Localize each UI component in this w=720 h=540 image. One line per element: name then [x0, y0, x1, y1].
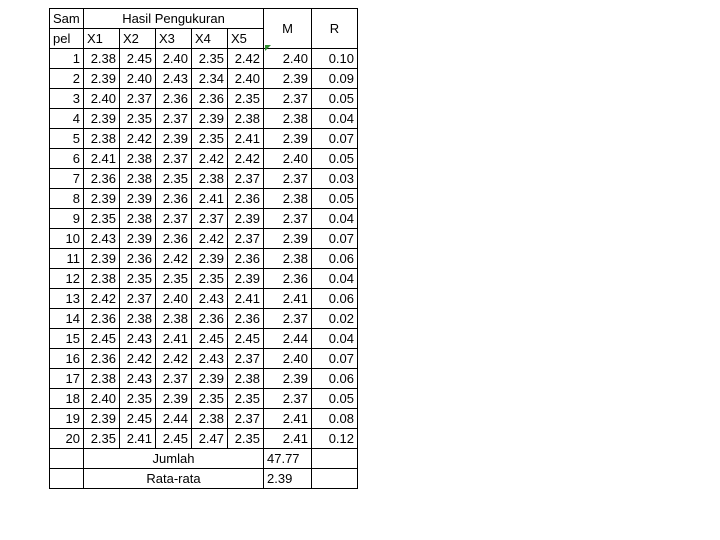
measurement-cell-x4[interactable]: 2.45: [192, 329, 228, 349]
measurement-cell-x5[interactable]: 2.35: [228, 89, 264, 109]
sample-number-cell[interactable]: 17: [50, 369, 84, 389]
mean-cell[interactable]: 2.38: [264, 189, 312, 209]
mean-cell[interactable]: 2.37: [264, 389, 312, 409]
range-cell[interactable]: 0.07: [312, 229, 358, 249]
measurement-cell-x3[interactable]: 2.40: [156, 289, 192, 309]
mean-cell[interactable]: 2.37: [264, 89, 312, 109]
measurement-cell-x5[interactable]: 2.37: [228, 169, 264, 189]
header-row-1: [50, 9, 358, 29]
range-cell[interactable]: 0.10: [312, 49, 358, 69]
measurement-cell-x1[interactable]: 2.35: [84, 209, 120, 229]
measurement-cell-x4[interactable]: 2.47: [192, 429, 228, 449]
measurement-cell-x2[interactable]: 2.45: [120, 409, 156, 429]
measurement-cell-x2[interactable]: 2.41: [120, 429, 156, 449]
column-header-x3[interactable]: X3: [156, 29, 192, 49]
measurement-cell-x4[interactable]: 2.35: [192, 389, 228, 409]
measurement-cell-x4[interactable]: 2.36: [192, 89, 228, 109]
measurement-cell-x5[interactable]: 2.35: [228, 429, 264, 449]
measurement-cell-x5[interactable]: 2.36: [228, 189, 264, 209]
measurement-cell-x4[interactable]: 2.39: [192, 369, 228, 389]
mean-cell[interactable]: 2.37: [264, 209, 312, 229]
average-value[interactable]: 2.39: [264, 469, 312, 489]
measurement-cell-x2[interactable]: 2.35: [120, 109, 156, 129]
measurement-cell-x5[interactable]: 2.38: [228, 369, 264, 389]
measurement-cell-x2[interactable]: 2.39: [120, 189, 156, 209]
sample-number-cell[interactable]: 14: [50, 309, 84, 329]
sample-number-cell[interactable]: 1: [50, 49, 84, 69]
measurement-cell-x1[interactable]: 2.39: [84, 109, 120, 129]
table-row: [50, 329, 358, 349]
sample-number-cell[interactable]: 10: [50, 229, 84, 249]
measurement-cell-x1[interactable]: 2.39: [84, 189, 120, 209]
measurement-cell-x3[interactable]: 2.36: [156, 229, 192, 249]
table-row: [50, 109, 358, 129]
measurement-cell-x1[interactable]: 2.40: [84, 389, 120, 409]
measurement-cell-x3[interactable]: 2.38: [156, 309, 192, 329]
measurement-cell-x4[interactable]: 2.36: [192, 309, 228, 329]
measurement-cell-x1[interactable]: 2.39: [84, 249, 120, 269]
sample-number-cell[interactable]: 11: [50, 249, 84, 269]
measurement-cell-x5[interactable]: 2.37: [228, 349, 264, 369]
sample-number-cell[interactable]: 7: [50, 169, 84, 189]
empty-cell[interactable]: [50, 449, 84, 469]
measurement-cell-x5[interactable]: 2.36: [228, 309, 264, 329]
measurement-cell-x3[interactable]: 2.44: [156, 409, 192, 429]
measurement-cell-x3[interactable]: 2.37: [156, 149, 192, 169]
measurement-group-header[interactable]: Hasil Pengukuran: [84, 9, 264, 29]
measurement-cell-x1[interactable]: 2.38: [84, 269, 120, 289]
mean-cell[interactable]: 2.39: [264, 69, 312, 89]
measurement-cell-x2[interactable]: 2.37: [120, 89, 156, 109]
measurement-cell-x2[interactable]: 2.37: [120, 289, 156, 309]
column-header-x5[interactable]: X5: [228, 29, 264, 49]
measurement-cell-x5[interactable]: 2.38: [228, 109, 264, 129]
sample-number-cell[interactable]: 20: [50, 429, 84, 449]
range-cell[interactable]: 0.04: [312, 329, 358, 349]
measurement-cell-x3[interactable]: 2.43: [156, 69, 192, 89]
measurement-cell-x1[interactable]: 2.40: [84, 89, 120, 109]
range-cell[interactable]: 0.07: [312, 129, 358, 149]
table-row: [50, 129, 358, 149]
measurement-cell-x4[interactable]: 2.37: [192, 209, 228, 229]
measurement-cell-x5[interactable]: 2.42: [228, 149, 264, 169]
measurement-cell-x5[interactable]: 2.35: [228, 389, 264, 409]
measurement-cell-x2[interactable]: 2.42: [120, 129, 156, 149]
mean-cell[interactable]: 2.39: [264, 369, 312, 389]
measurement-cell-x4[interactable]: 2.35: [192, 49, 228, 69]
mean-header[interactable]: M: [264, 9, 312, 49]
summary-row: [50, 469, 358, 489]
measurement-cell-x1[interactable]: 2.39: [84, 409, 120, 429]
measurement-cell-x2[interactable]: 2.38: [120, 309, 156, 329]
measurement-cell-x2[interactable]: 2.40: [120, 69, 156, 89]
measurement-table: [49, 8, 358, 489]
sample-number-cell[interactable]: 2: [50, 69, 84, 89]
measurement-cell-x3[interactable]: 2.36: [156, 189, 192, 209]
empty-cell[interactable]: [50, 469, 84, 489]
range-cell[interactable]: 0.04: [312, 109, 358, 129]
range-cell[interactable]: 0.05: [312, 389, 358, 409]
table-row: [50, 69, 358, 89]
range-cell[interactable]: 0.08: [312, 409, 358, 429]
empty-cell[interactable]: [312, 449, 358, 469]
mean-cell[interactable]: 2.41: [264, 409, 312, 429]
measurement-cell-x5[interactable]: 2.39: [228, 269, 264, 289]
measurement-cell-x1[interactable]: 2.35: [84, 429, 120, 449]
mean-cell[interactable]: 2.40: [264, 349, 312, 369]
measurement-cell-x4[interactable]: 2.39: [192, 249, 228, 269]
mean-cell[interactable]: 2.44: [264, 329, 312, 349]
measurement-cell-x3[interactable]: 2.45: [156, 429, 192, 449]
average-label[interactable]: Rata-rata: [84, 469, 264, 489]
mean-cell[interactable]: 2.38: [264, 109, 312, 129]
range-cell[interactable]: 0.05: [312, 149, 358, 169]
range-cell[interactable]: 0.05: [312, 89, 358, 109]
sum-value[interactable]: 47.77: [264, 449, 312, 469]
measurement-cell-x2[interactable]: 2.35: [120, 389, 156, 409]
measurement-cell-x2[interactable]: 2.38: [120, 169, 156, 189]
empty-cell[interactable]: [312, 469, 358, 489]
table-row: [50, 249, 358, 269]
measurement-cell-x3[interactable]: 2.37: [156, 109, 192, 129]
mean-cell[interactable]: 2.40: [264, 149, 312, 169]
table-row: [50, 309, 358, 329]
mean-cell[interactable]: 2.38: [264, 249, 312, 269]
range-cell[interactable]: 0.07: [312, 349, 358, 369]
measurement-cell-x5[interactable]: 2.45: [228, 329, 264, 349]
table-row: [50, 369, 358, 389]
measurement-cell-x2[interactable]: 2.43: [120, 329, 156, 349]
sample-number-cell[interactable]: 3: [50, 89, 84, 109]
mean-cell[interactable]: 2.37: [264, 309, 312, 329]
measurement-cell-x2[interactable]: 2.45: [120, 49, 156, 69]
mean-cell[interactable]: 2.39: [264, 129, 312, 149]
measurement-cell-x4[interactable]: 2.42: [192, 229, 228, 249]
measurement-cell-x2[interactable]: 2.36: [120, 249, 156, 269]
measurement-cell-x4[interactable]: 2.42: [192, 149, 228, 169]
column-header-x1[interactable]: X1: [84, 29, 120, 49]
measurement-cell-x4[interactable]: 2.41: [192, 189, 228, 209]
table-row: [50, 429, 358, 449]
measurement-cell-x5[interactable]: 2.36: [228, 249, 264, 269]
measurement-cell-x2[interactable]: 2.39: [120, 229, 156, 249]
table-row: [50, 289, 358, 309]
sum-label[interactable]: Jumlah: [84, 449, 264, 469]
range-cell[interactable]: 0.04: [312, 269, 358, 289]
mean-cell[interactable]: 2.36: [264, 269, 312, 289]
mean-cell[interactable]: 2.41: [264, 289, 312, 309]
measurement-cell-x1[interactable]: 2.38: [84, 129, 120, 149]
measurement-cell-x4[interactable]: 2.39: [192, 109, 228, 129]
column-header-x4[interactable]: X4: [192, 29, 228, 49]
measurement-cell-x3[interactable]: 2.40: [156, 49, 192, 69]
measurement-cell-x3[interactable]: 2.41: [156, 329, 192, 349]
table-row: [50, 349, 358, 369]
sample-number-cell[interactable]: 16: [50, 349, 84, 369]
measurement-cell-x2[interactable]: 2.38: [120, 209, 156, 229]
measurement-cell-x1[interactable]: 2.42: [84, 289, 120, 309]
measurement-cell-x5[interactable]: 2.41: [228, 129, 264, 149]
sample-number-cell[interactable]: 13: [50, 289, 84, 309]
measurement-cell-x2[interactable]: 2.42: [120, 349, 156, 369]
sample-number-cell[interactable]: 8: [50, 189, 84, 209]
mean-cell[interactable]: 2.37: [264, 169, 312, 189]
measurement-cell-x4[interactable]: 2.34: [192, 69, 228, 89]
column-header-x2[interactable]: X2: [120, 29, 156, 49]
measurement-cell-x3[interactable]: 2.39: [156, 129, 192, 149]
sample-number-cell[interactable]: 19: [50, 409, 84, 429]
measurement-cell-x1[interactable]: 2.41: [84, 149, 120, 169]
summary-row: [50, 449, 358, 469]
range-cell[interactable]: 0.03: [312, 169, 358, 189]
sample-number-cell[interactable]: 12: [50, 269, 84, 289]
table-row: [50, 49, 358, 69]
measurement-cell-x1[interactable]: 2.43: [84, 229, 120, 249]
range-cell[interactable]: 0.05: [312, 189, 358, 209]
measurement-cell-x5[interactable]: 2.37: [228, 409, 264, 429]
measurement-cell-x3[interactable]: 2.39: [156, 389, 192, 409]
sample-number-cell[interactable]: 18: [50, 389, 84, 409]
mean-cell[interactable]: 2.39: [264, 229, 312, 249]
measurement-cell-x3[interactable]: 2.37: [156, 209, 192, 229]
measurement-cell-x2[interactable]: 2.38: [120, 149, 156, 169]
range-cell[interactable]: 0.06: [312, 249, 358, 269]
measurement-cell-x5[interactable]: 2.37: [228, 229, 264, 249]
measurement-cell-x1[interactable]: 2.38: [84, 49, 120, 69]
measurement-cell-x1[interactable]: 2.36: [84, 309, 120, 329]
measurement-cell-x4[interactable]: 2.43: [192, 289, 228, 309]
measurement-cell-x5[interactable]: 2.42: [228, 49, 264, 69]
measurement-cell-x2[interactable]: 2.43: [120, 369, 156, 389]
measurement-cell-x4[interactable]: 2.35: [192, 129, 228, 149]
table-row: [50, 409, 358, 429]
range-cell[interactable]: 0.09: [312, 69, 358, 89]
measurement-cell-x2[interactable]: 2.35: [120, 269, 156, 289]
table-row: [50, 89, 358, 109]
measurement-cell-x3[interactable]: 2.42: [156, 249, 192, 269]
measurement-cell-x4[interactable]: 2.38: [192, 169, 228, 189]
table-row: [50, 189, 358, 209]
table-row: [50, 169, 358, 189]
sample-header-top[interactable]: Sam: [50, 9, 84, 29]
cell-comment-marker-icon: [265, 45, 271, 51]
table-row: [50, 229, 358, 249]
range-cell[interactable]: 0.02: [312, 309, 358, 329]
sample-number-cell[interactable]: 9: [50, 209, 84, 229]
table-row: [50, 389, 358, 409]
measurement-cell-x3[interactable]: 2.36: [156, 89, 192, 109]
range-cell[interactable]: 0.06: [312, 369, 358, 389]
sample-number-cell[interactable]: 4: [50, 109, 84, 129]
table-row: [50, 209, 358, 229]
measurement-cell-x4[interactable]: 2.38: [192, 409, 228, 429]
sample-header-bottom[interactable]: pel: [50, 29, 84, 49]
sample-number-cell[interactable]: 15: [50, 329, 84, 349]
measurement-cell-x5[interactable]: 2.40: [228, 69, 264, 89]
measurement-cell-x1[interactable]: 2.45: [84, 329, 120, 349]
range-cell[interactable]: 0.06: [312, 289, 358, 309]
measurement-cell-x3[interactable]: 2.42: [156, 349, 192, 369]
sample-number-cell[interactable]: 6: [50, 149, 84, 169]
measurement-cell-x4[interactable]: 2.43: [192, 349, 228, 369]
mean-cell[interactable]: 2.40: [264, 49, 312, 69]
measurement-cell-x3[interactable]: 2.35: [156, 269, 192, 289]
mean-cell[interactable]: 2.41: [264, 429, 312, 449]
measurement-cell-x5[interactable]: 2.39: [228, 209, 264, 229]
sample-number-cell[interactable]: 5: [50, 129, 84, 149]
table-row: [50, 149, 358, 169]
range-header[interactable]: R: [312, 9, 358, 49]
measurement-cell-x3[interactable]: 2.37: [156, 369, 192, 389]
range-cell[interactable]: 0.12: [312, 429, 358, 449]
measurement-cell-x1[interactable]: 2.38: [84, 369, 120, 389]
measurement-cell-x1[interactable]: 2.36: [84, 349, 120, 369]
measurement-cell-x1[interactable]: 2.36: [84, 169, 120, 189]
measurement-cell-x4[interactable]: 2.35: [192, 269, 228, 289]
measurement-cell-x3[interactable]: 2.35: [156, 169, 192, 189]
measurement-cell-x5[interactable]: 2.41: [228, 289, 264, 309]
table-row: [50, 269, 358, 289]
range-cell[interactable]: 0.04: [312, 209, 358, 229]
measurement-cell-x1[interactable]: 2.39: [84, 69, 120, 89]
